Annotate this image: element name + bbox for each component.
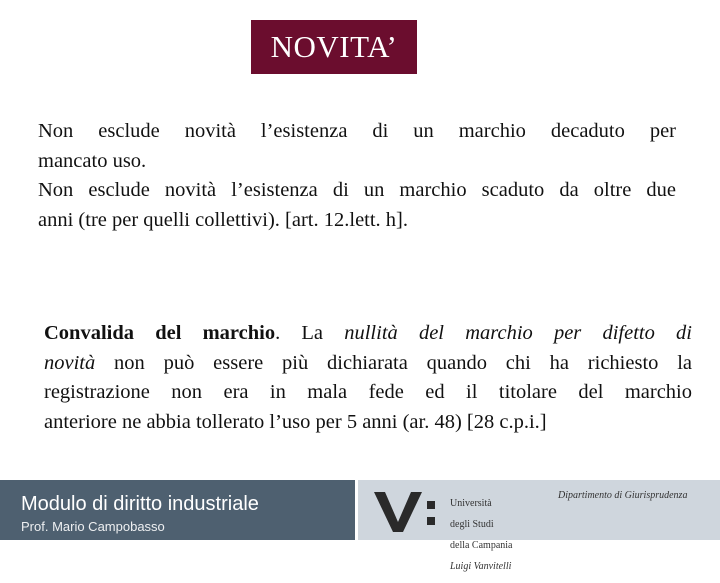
bold-lead: Convalida del marchio — [44, 322, 276, 344]
slide-title-text: NOVITA’ — [270, 29, 398, 64]
university-line: Università — [450, 497, 492, 509]
university-logo-icon — [372, 488, 442, 534]
footer-course-panel — [0, 480, 355, 540]
paragraph-novelty — [38, 117, 676, 235]
paragraph-line — [44, 349, 692, 379]
paragraph-line: mancato uso. — [38, 149, 147, 172]
footer-divider — [355, 480, 358, 540]
paragraph-line: Non esclude novità l’esistenza di un marchio decaduto per — [38, 120, 676, 142]
footer-bar — [0, 480, 720, 572]
department-name: Dipartimento di Giurisprudenza — [558, 490, 688, 501]
italic-phrase: novità — [44, 351, 96, 374]
professor-name: Prof. Mario Campobasso — [21, 519, 165, 534]
university-line: della Campania — [450, 539, 513, 551]
paragraph-line: anni (tre per quelli collettivi). [art. 12.lett. h]. — [38, 208, 409, 231]
university-line: degli Studi — [450, 518, 494, 530]
paragraph-text: non può essere più dichiarata quando chi ha richiesto la — [95, 351, 692, 374]
course-name: Modulo di diritto industriale — [21, 493, 259, 515]
paragraph-line — [44, 319, 692, 349]
paragraph-line: registrazione non era in mala fede ed il titolare del marchio — [44, 381, 692, 403]
slide-title — [251, 20, 417, 74]
connector-text: . La — [275, 322, 345, 344]
university-name — [450, 488, 512, 583]
paragraph-line: anteriore ne abbia tollerato l’uso per 5 anni (ar. 48) [28 c.p.i.] — [44, 410, 547, 433]
paragraph-line: Non esclude novità l’esistenza di un marchio scaduto da oltre due — [38, 179, 676, 201]
university-line: Luigi Vanvitelli — [450, 560, 512, 572]
italic-phrase: nullità del marchio per difetto di — [344, 322, 693, 344]
paragraph-validation — [44, 319, 692, 437]
